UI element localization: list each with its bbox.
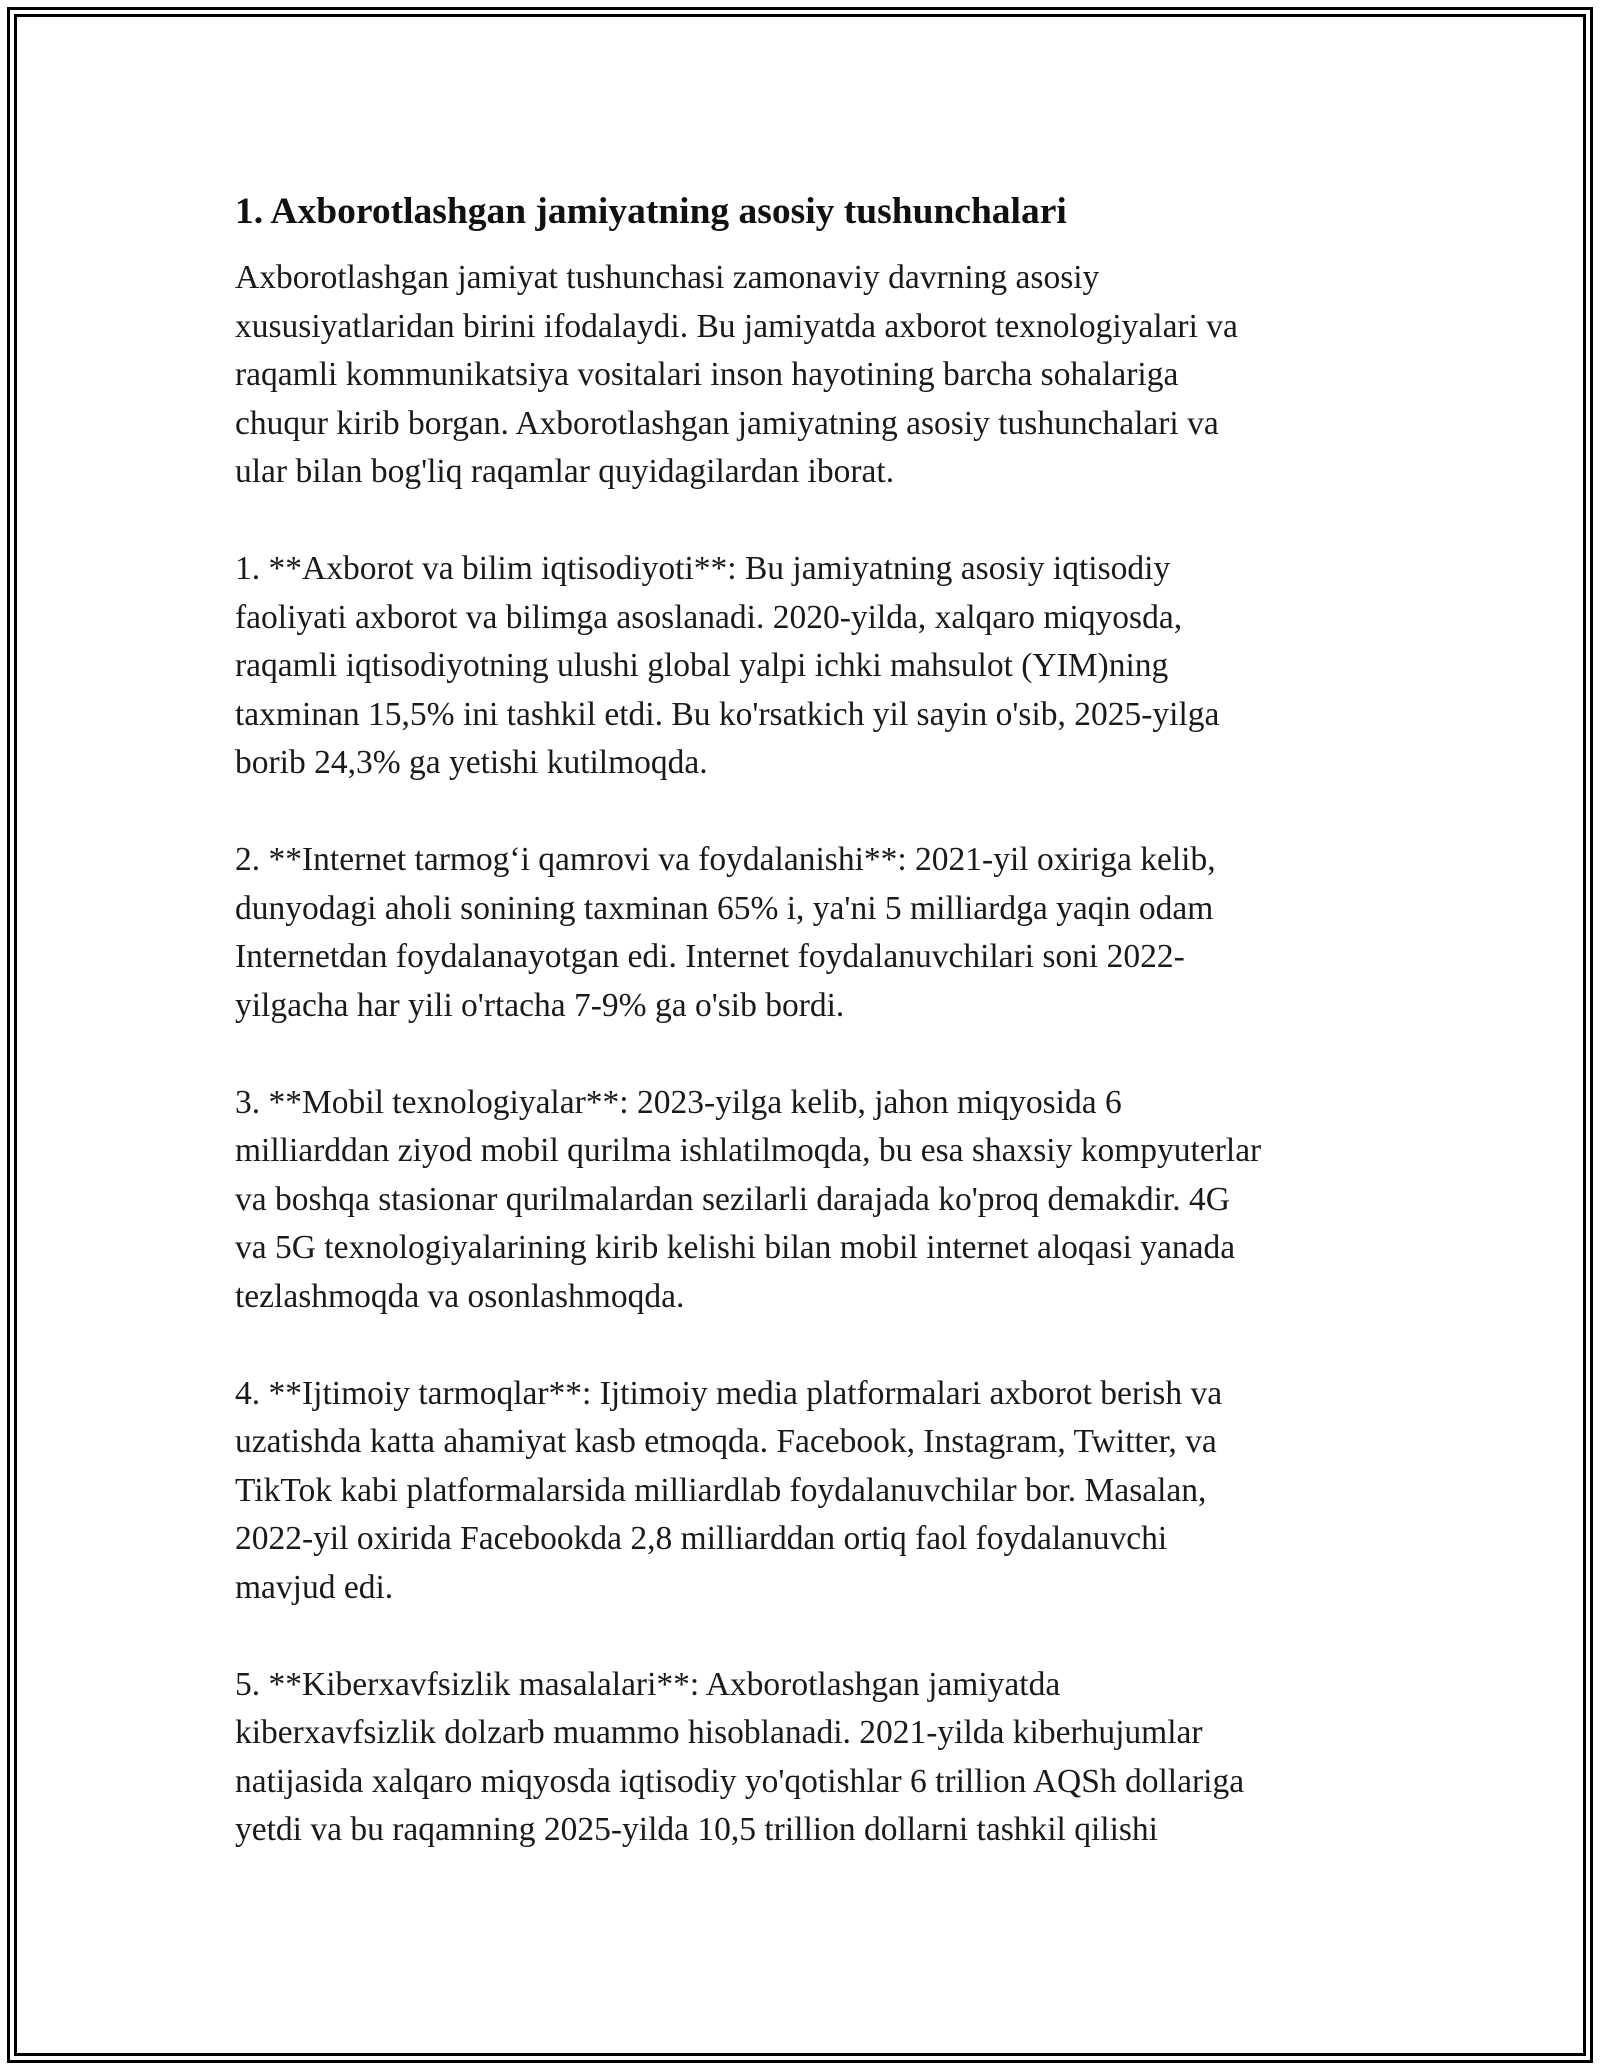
text-line: milliarddan ziyod mobil qurilma ishlatilmoqda, bu esa shaxsiy kompyuterlar xyxy=(235,1132,1262,1169)
text-line: 3. **Mobil texnologiyalar**: 2023-yilga kelib, jahon miqyosida 6 xyxy=(235,1083,1122,1121)
list-item-information-economy xyxy=(235,545,1370,788)
text-line: TikTok kabi platformalarsida milliardlab foydalanuvchilar bor. Masalan, xyxy=(235,1471,1207,1509)
text-line: yetdi va bu raqamning 2025-yilda 10,5 trillion dollarni tashkil qilishi xyxy=(235,1811,1158,1848)
text-line: Internetdan foydalanayotgan edi. Internet foydalanuvchilari soni 2022- xyxy=(235,938,1185,975)
text-line: faoliyati axborot va bilimga asoslanadi. 2020-yilda, xalqaro miqyosda, xyxy=(235,598,1183,636)
document-body xyxy=(235,188,1370,1903)
intro-paragraph xyxy=(235,254,1370,497)
section-heading: 1. Axborotlashgan jamiyatning asosiy tushunchalari xyxy=(235,191,1067,232)
text-line: va boshqa stasionar qurilmalardan sezilarli darajada ko'proq demakdir. 4G xyxy=(235,1180,1230,1218)
text-line: dunyodagi aholi sonining taxminan 65% i, ya'ni 5 milliardga yaqin odam xyxy=(235,889,1214,927)
text-line: 5. **Kiberxavfsizlik masalalari**: Axborotlashgan jamiyatda xyxy=(235,1665,1061,1703)
text-line: 2022-yil oxirida Facebookda 2,8 milliarddan ortiq faol foydalanuvchi xyxy=(235,1520,1168,1557)
text-line: raqamli kommunikatsiya vositalari inson hayotining barcha sohalariga xyxy=(235,356,1179,393)
text-line: raqamli iqtisodiyotning ulushi global yalpi ichki mahsulot (YIM)ning xyxy=(235,647,1169,684)
text-line: chuqur kirib borgan. Axborotlashgan jamiyatning asosiy tushunchalari va xyxy=(235,404,1219,442)
text-line: natijasida xalqaro miqyosda iqtisodiy yo'qotishlar 6 trillion AQSh dollariga xyxy=(235,1762,1245,1800)
text-line: 1. **Axborot va bilim iqtisodiyoti**: Bu jamiyatning asosiy iqtisodiy xyxy=(235,550,1171,587)
text-line: ular bilan bog'liq raqamlar quyidagilardan iborat. xyxy=(235,453,895,490)
text-line: mavjud edi. xyxy=(235,1568,394,1606)
text-line: 4. **Ijtimoiy tarmoqlar**: Ijtimoiy media platformalari axborot berish va xyxy=(235,1374,1223,1412)
text-line: 2. **Internet tarmog‘i qamrovi va foydalanishi**: 2021-yil oxiriga kelib, xyxy=(235,841,1216,878)
list-item-internet-coverage xyxy=(235,836,1370,1030)
text-line: xususiyatlaridan birini ifodalaydi. Bu jamiyatda axborot texnologiyalari va xyxy=(235,307,1238,345)
text-line: taxminan 15,5% ini tashkil etdi. Bu ko'rsatkich yil sayin o'sib, 2025-yilga xyxy=(235,695,1220,733)
list-item-social-networks xyxy=(235,1370,1370,1613)
text-line: yilgacha har yili o'rtacha 7-9% ga o'sib bordi. xyxy=(235,986,845,1024)
list-item-mobile-technologies xyxy=(235,1079,1370,1322)
text-line: uzatishda katta ahamiyat kasb etmoqda. Facebook, Instagram, Twitter, va xyxy=(235,1423,1217,1460)
text-line: va 5G texnologiyalarining kirib kelishi bilan mobil internet aloqasi yanada xyxy=(235,1229,1236,1266)
text-line: borib 24,3% ga yetishi kutilmoqda. xyxy=(235,744,708,781)
text-line: kiberxavfsizlik dolzarb muammo hisoblanadi. 2021-yilda kiberhujumlar xyxy=(235,1714,1203,1751)
list-item-cybersecurity xyxy=(235,1661,1370,1855)
text-line: Axborotlashgan jamiyat tushunchasi zamonaviy davrning asosiy xyxy=(235,259,1100,296)
text-line: tezlashmoqda va osonlashmoqda. xyxy=(235,1277,685,1315)
